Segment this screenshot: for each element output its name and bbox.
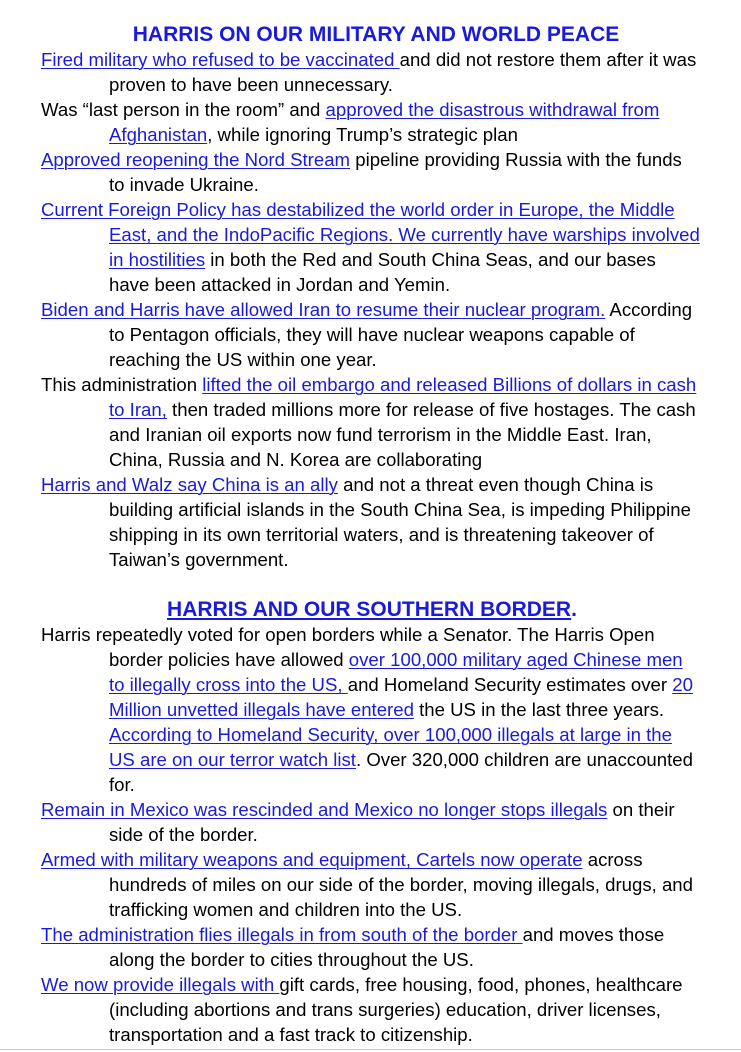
text-run: , while ignoring Trump’s strategic plan — [207, 124, 518, 145]
text-run: . Over 320,000 children are unaccounted for. — [109, 749, 693, 795]
paragraph — [41, 372, 701, 472]
text-run: then traded millions more for release of five hostages. The cash and Iranian oil exports now fund terrorism in the Middle East. Iran, China, Russia and N. Korea are collaborating — [109, 399, 696, 470]
text-run: on their side of the border. — [109, 799, 675, 845]
hyperlink[interactable]: The administration flies illegals in from south of the border — [41, 924, 523, 945]
hyperlink[interactable]: Fired military who refused to be vaccinated — [41, 49, 400, 70]
section-border-body — [41, 622, 701, 1047]
hyperlink[interactable]: Approved reopening the Nord Stream — [41, 149, 351, 170]
hyperlink[interactable]: Armed with military weapons and equipment, Cartels now operate — [41, 849, 583, 870]
text-run: Was “last person in the room” and — [41, 99, 326, 120]
paragraph — [41, 622, 701, 797]
hyperlink[interactable]: Current Foreign Policy has destabilized the world order in Europe, the Middle East, and the IndoPacific Regions. We currently have warships involved in hostilities — [41, 199, 700, 270]
text-run: in both the Red and South China Seas, and our bases have been attacked in Jordan and Yemin. — [109, 249, 656, 295]
document-page — [41, 22, 701, 1047]
hyperlink[interactable]: According to Homeland Security, over 100,000 illegals at large in the US are on our terror watch list — [109, 724, 672, 770]
paragraph — [41, 47, 701, 97]
heading-suffix: . — [571, 598, 577, 621]
text-run: the US in the last three years. — [413, 699, 665, 720]
text-run: and Homeland Security estimates over — [347, 674, 673, 695]
section-heading-military: HARRIS ON OUR MILITARY AND WORLD PEACE — [132, 23, 620, 46]
paragraph — [41, 297, 701, 372]
text-run: across hundreds of miles on our side of the border, moving illegals, drugs, and trafficking women and children into the US. — [109, 849, 693, 920]
hyperlink[interactable]: lifted the oil embargo and released Billions of dollars in cash to Iran, — [109, 374, 697, 420]
hyperlink[interactable]: Remain in Mexico was rescinded and Mexico no longer stops illegals — [41, 799, 608, 820]
paragraph — [41, 97, 701, 147]
paragraph — [41, 922, 701, 972]
text-run: According to Pentagon officials, they will have nuclear weapons capable of reaching the US within one year. — [109, 299, 693, 370]
paragraph — [41, 797, 701, 847]
text-run: and moves those along the border to cities throughout the US. — [109, 924, 665, 970]
section-heading-border — [41, 597, 701, 622]
paragraph — [41, 197, 701, 297]
paragraph — [41, 472, 701, 572]
text-run: and did not restore them after it was proven to have been unnecessary. — [109, 49, 697, 95]
section-military-body — [41, 47, 701, 572]
section-heading-border-link[interactable]: HARRIS AND OUR SOUTHERN BORDER — [167, 598, 572, 621]
hyperlink[interactable]: 20 Million unvetted illegals have entered — [109, 674, 693, 720]
paragraph — [41, 147, 701, 197]
text-run: and not a threat even though China is building artificial islands in the South China Sea, is impeding Philippine shipping in its own territorial waters, and is threatening takeover of Taiwan’s government. — [109, 474, 691, 570]
page-bottom-divider — [0, 1049, 741, 1050]
paragraph — [41, 847, 701, 922]
text-run: Harris repeatedly voted for open borders while a Senator. The Harris Open border policies have allowed — [41, 624, 655, 670]
text-run: This administration — [41, 374, 203, 395]
hyperlink[interactable]: Harris and Walz say China is an ally — [41, 474, 338, 495]
hyperlink[interactable]: over 100,000 military aged Chinese men to illegally cross into the US, — [109, 649, 683, 695]
text-run: pipeline providing Russia with the funds to invade Ukraine. — [109, 149, 682, 195]
hyperlink[interactable]: We now provide illegals with — [41, 974, 280, 995]
hyperlink[interactable]: approved the disastrous withdrawal from Afghanistan — [109, 99, 660, 145]
paragraph — [41, 972, 701, 1047]
hyperlink[interactable]: Biden and Harris have allowed Iran to resume their nuclear program. — [41, 299, 606, 320]
text-run: gift cards, free housing, food, phones, healthcare (including abortions and trans surgeries) education, driver licenses, transportation and a fast track to citizenship. — [109, 974, 683, 1045]
